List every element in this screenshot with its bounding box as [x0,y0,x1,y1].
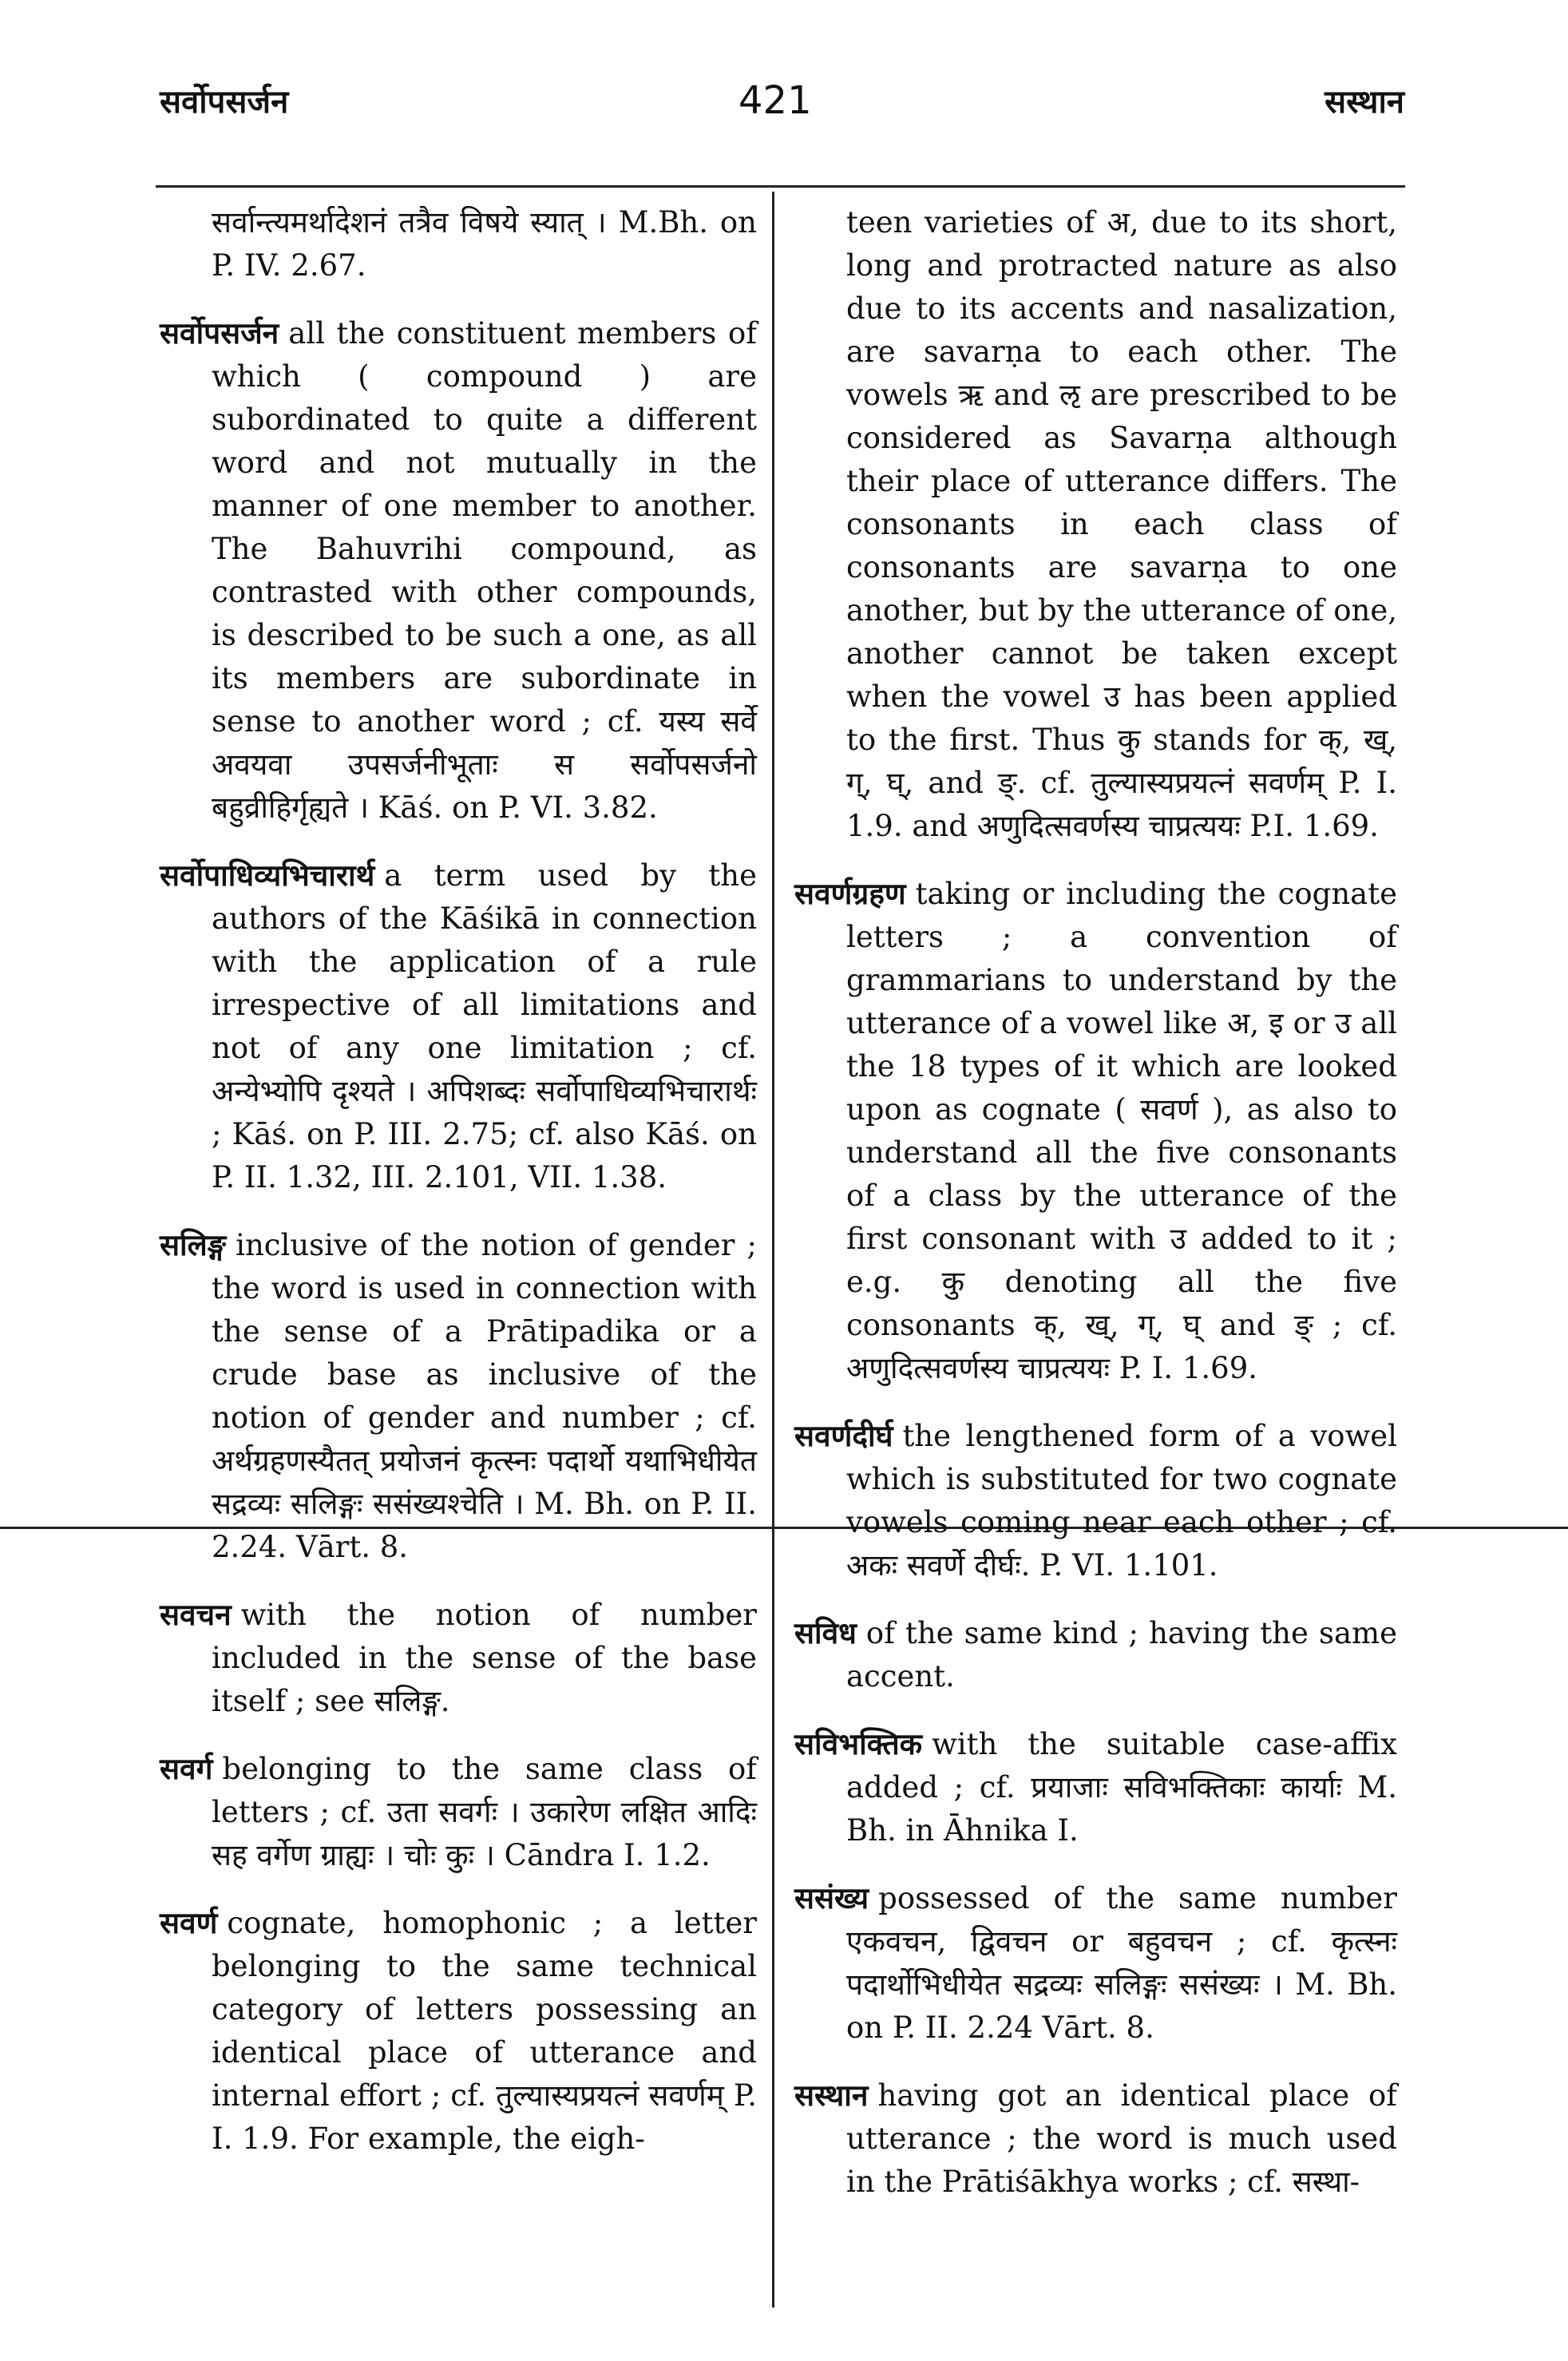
header-left-guideword: सर्वोपसर्जन [160,83,289,121]
dictionary-entry [794,2074,1397,2204]
entry-headword: सवर्णग्रहण [794,876,906,911]
dictionary-entry [160,854,757,1199]
header-right-guideword: सस्थान [1324,83,1404,121]
dictionary-entry [160,1747,757,1877]
entry-headword: सवचन [160,1597,232,1632]
column-divider [772,192,774,2308]
right-column [794,201,1397,2228]
entry-text: cognate, homophonic ; a letter belonging to the same technical category of letters possessing an identical place of utterance and internal effort ; cf. तुल्यास्यप्रयत्नं सवर्णम् P. I. 1.9. For example, the eigh- [212,1906,757,2156]
entry-headword: सवर्ग [160,1751,213,1786]
entry-headword: सविध [794,1615,857,1650]
dictionary-entry [160,311,757,830]
dictionary-entry [794,872,1397,1390]
entry-headword: सलिङ्ग [160,1227,227,1262]
dictionary-entry [794,201,1397,848]
page-header [0,78,1568,142]
entry-text: सर्वान्त्यमर्थादेशनं तत्रैव विषये स्यात् । M.Bh. on P. IV. 2.67. [212,205,757,283]
header-rule [156,185,1405,188]
entry-text: inclusive of the notion of gender ; the word is used in connection with the sense of a Prātipadika or a crude base as inclusive of the notion of gender and number ; cf. अर्थग्रहणस्यैतत् प्रयोजनं कृत्स्नः पदार्थो यथाभिधीयेत सद्रव्यः सलिङ्गः ससंख्यश्चेति । M. Bh. on P. II. 2.24. Vārt. 8. [212,1228,757,1564]
entry-headword: सर्वोपसर्जन [160,315,279,351]
entry-text: having got an identical place of utterance ; the word is much used in the Prātiśākhya works ; cf. सस्था- [846,2078,1397,2199]
entry-text: taking or including the cognate letters ; a convention of grammarians to understand by the utterance of a vowel like अ, इ or उ all the 18 types of it which are looked upon as cognate ( सवर्ण ), as also to understand all the five consonants of a class by the utterance of the first consonant with उ added to it ; e.g. कु denoting all the five consonants क्, ख्, ग्, घ् and ङ् ; cf. अणुदित्सवर्णस्य चाप्रत्ययः P. I. 1.69. [846,877,1397,1385]
dictionary-entry [794,1722,1397,1852]
entry-text: with the notion of number included in the sense of the base itself ; see सलिङ्ग. [212,1598,757,1718]
entry-text: all the constituent members of which ( compound ) are subordinated to quite a different word and not mutually in the manner of one member to another. The Bahuvrihi compound, as contrasted with other compounds, is described to be such a one, as all its members are subordinate in sense to another word ; cf. यस्य सर्वे अवयवा उपसर्जनीभूताः स सर्वोपसर्जनो बहुव्रीहिर्गृह्यते । Kāś. on P. VI. 3.82. [212,316,757,825]
dictionary-entry [794,1876,1397,2050]
entry-text: possessed of the same number एकवचन, द्विवचन or बहुवचन ; cf. कृत्स्नः पदार्थोभिधीयेत सद्रव्यः सलिङ्गः ससंख्यः । M. Bh. on P. II. 2.24 Vārt. 8. [846,1881,1397,2045]
dictionary-entry [794,1414,1397,1587]
page-number: 421 [738,78,812,123]
entry-text: with the suitable case-affix added ; cf. प्रयाजाः सविभक्तिकाः कार्याः M. Bh. in Āhnika I. [846,1727,1397,1848]
entry-headword: सविभक्तिक [794,1726,923,1761]
entry-headword: सवर्णदीर्घ [794,1418,893,1453]
entry-headword: सवर्ण [160,1905,218,1940]
entry-headword: ससंख्य [794,1880,869,1915]
entry-text: a term used by the authors of the Kāśikā in connection with the application of a rule irrespective of all limitations and not of any one limitation ; cf. अन्येभ्योपि दृश्यते । अपिशब्दः सर्वोपाधिव्यभिचारार्थः ; Kāś. on P. III. 2.75; cf. also Kāś. on P. II. 1.32, III. 2.101, VII. 1.38. [212,858,757,1194]
dictionary-entry [160,1223,757,1569]
entry-text: the lengthened form of a vowel which is substituted for two cognate vowels coming near each other ; cf. अकः सवर्णे दीर्घः. P. VI. 1.101. [846,1419,1397,1583]
dictionary-entry [160,201,757,287]
entry-text: belonging to the same class of letters ; cf. उता सवर्गः । उकारेण लक्षित आदिः सह वर्गेण ग्राह्यः । चोः कुः । Cāndra I. 1.2. [212,1752,757,1872]
left-column [160,201,757,2185]
entry-text: teen varieties of अ, due to its short, long and protracted nature as also due to its accents and nasalization, are savarṇa to each other. The vowels ऋ and ऌ are prescribed to be considered as Savarṇa although their place of utterance differs. The consonants in each class of consonants are savarṇa to one another, but by the utterance of one, another cannot be taken except when the vowel उ has been applied to the first. Thus कु stands for क्, ख्, ग्, घ्, and ङ्. cf. तुल्यास्यप्रयत्नं सवर्णम् P. I. 1.9. and अणुदित्सवर्णस्य चाप्रत्ययः P.I. 1.69. [846,205,1397,843]
dictionary-entry [160,1593,757,1723]
dictionary-entry [160,1901,757,2161]
entry-headword: सस्थान [794,2078,869,2113]
entry-headword: सर्वोपाधिव्यभिचारार्थ [160,858,375,893]
dictionary-entry [794,1611,1397,1698]
entry-text: of the same kind ; having the same accent. [846,1616,1397,1694]
